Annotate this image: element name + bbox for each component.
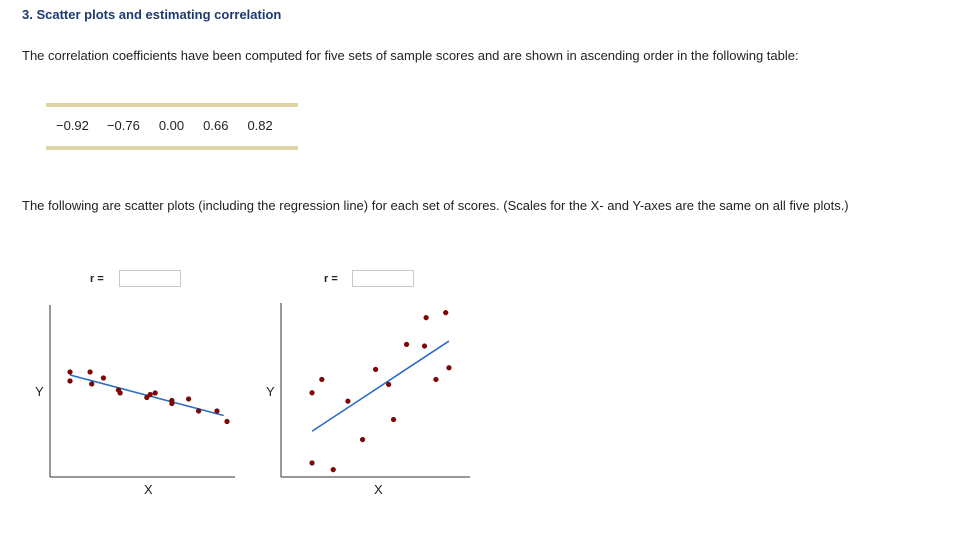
data-point	[391, 417, 396, 422]
y-axis-label-plot-1: Y	[35, 384, 44, 399]
data-point	[101, 376, 106, 381]
scatter-plot-2	[280, 303, 474, 480]
r-label-plot-1: r =	[90, 273, 104, 285]
data-point	[386, 382, 391, 387]
data-point	[89, 382, 94, 387]
regression-line	[312, 341, 449, 431]
data-point	[443, 310, 448, 315]
data-point	[434, 377, 439, 382]
data-point	[373, 367, 378, 372]
data-point	[225, 419, 230, 424]
data-point	[148, 392, 153, 397]
data-point	[331, 467, 336, 472]
coefficient-cell: −0.92	[56, 118, 89, 133]
question-title: 3. Scatter plots and estimating correlation	[22, 7, 282, 22]
coefficient-cell: 0.82	[247, 118, 273, 133]
data-point	[346, 399, 351, 404]
intro-text: The correlation coefficients have been computed for five sets of sample scores and are shown in ascending order in the following table:	[22, 48, 799, 63]
r-label-plot-2: r =	[324, 273, 338, 285]
data-point	[310, 390, 315, 395]
data-point	[68, 379, 73, 384]
coefficient-cell: −0.76	[106, 118, 140, 133]
data-point	[422, 344, 427, 349]
data-point	[186, 397, 191, 402]
scatter-plot-1	[49, 305, 239, 480]
data-point	[169, 401, 174, 406]
plots-description: The following are scatter plots (including the regression line) for each set of scores. (Scales for the X- and Y-axes are the same on all five plots.)	[22, 198, 849, 213]
coefficient-table	[46, 118, 298, 133]
data-point	[215, 409, 220, 414]
coefficient-cell: 0.66	[203, 118, 229, 133]
x-axis-label-plot-2: X	[374, 482, 383, 497]
r-input-plot-2[interactable]	[352, 270, 414, 287]
data-point	[447, 365, 452, 370]
data-point	[310, 461, 315, 466]
coefficient-cell: 0.00	[158, 118, 185, 133]
data-point	[404, 342, 409, 347]
table-bottom-rule	[46, 146, 298, 150]
data-point	[196, 409, 201, 414]
data-point	[153, 391, 158, 396]
table-top-rule	[46, 103, 298, 107]
data-point	[118, 391, 123, 396]
data-point	[360, 437, 365, 442]
data-point	[88, 370, 93, 375]
r-input-plot-1[interactable]	[119, 270, 181, 287]
data-point	[319, 377, 324, 382]
data-point	[68, 370, 73, 375]
data-point	[424, 315, 429, 320]
y-axis-label-plot-2: Y	[266, 384, 275, 399]
x-axis-label-plot-1: X	[144, 482, 153, 497]
